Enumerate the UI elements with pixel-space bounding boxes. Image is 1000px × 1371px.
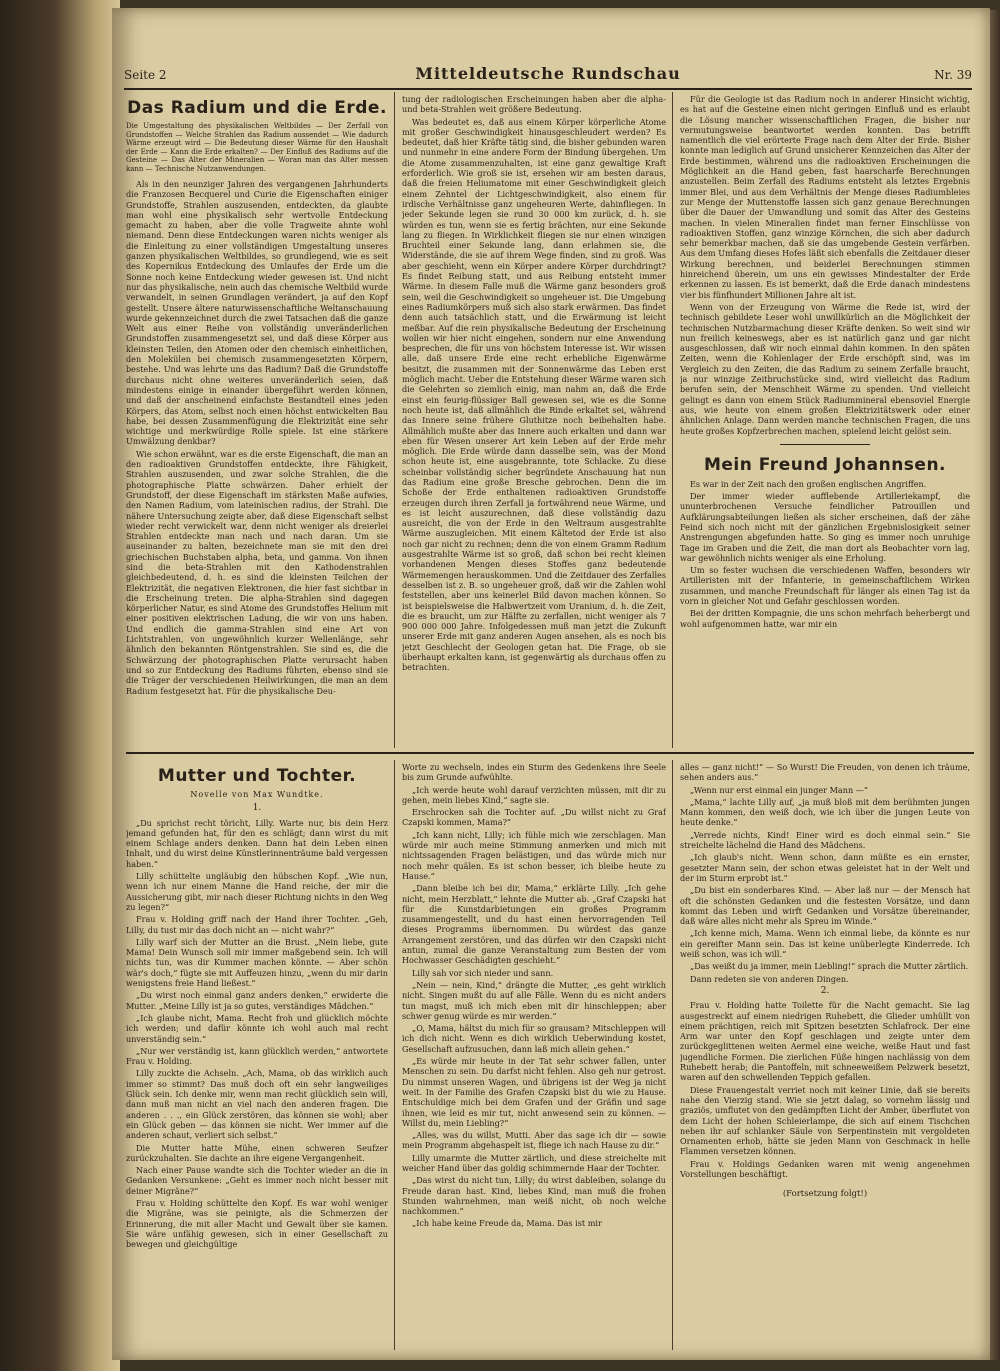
novel-paragraph: „Es würde mir heute in der Tat sehr schwer fallen, unter Menschen zu sein. Du darfst nicht fehlen. Also geh nur getrost. Du nimmst unseren Wagen, und übrigens ist der Weg ja nicht weit. In der Familie des Grafen Czapski bist du wie zu Hause. Entschuldige mich bei dem Grafen und der Gräfin und sage ihnen, wie leid es mir tut, nicht anwesend sein zu können. — Willst du, mein Liebling?“ [402,1056,666,1128]
radium-column-2 [402,94,666,744]
novel-paragraph: Nach einer Pause wandte sich die Tochter wieder an die in Gedanken Versunkene: „Geht es immer noch nicht besser mit deiner Migräne?“ [126,1165,388,1196]
novel-paragraph: Erschrocken sah die Tochter auf. „Du willst nicht zu Graf Czapski kommen, Mama?“ [402,807,666,828]
novel-title: Mutter und Tochter. [157,766,357,786]
continuation-note: (Fortsetzung folgt!) [782,1189,868,1200]
novel-paragraph: Frau v. Holding hatte Toilette für die Nacht gemacht. Sie lag ausgestreckt auf einem niedrigen Ruhebett, die Glieder umhüllt von einem prächtigen, reich mit Spitzen besetzten Schlafrock. Der eine Arm war unter den Kopf geschlagen und zeigte unter dem zurückgeglittenen weiten Aermel eine weiche, weiße Haut und fast jugendliche Formen. Die zierlichen Füße hingen nachlässig von dem Ruhebett herab; die Pantoffeln, mit schneeweißem Pelzwerk besetzt, waren auf den schwellenden Teppich gefallen. [680,1000,970,1083]
radium-paragraph: Wenn von der Erzeugung von Wärme die Rede ist, wird der technisch gebildete Leser wohl unwillkürlich an die Möglichkeit der technischen Nutzbarmachung dieser Kräfte denken. So weit sind wir nun freilich keineswegs, aber es ist natürlich ganz und gar nicht ausgeschlossen, daß wir noch einmal dahin kommen. In den späten Zeiten, wenn die Kohlenlager der Erde erschöpft sind, was im Vergleich zu den Zeiten, die das Radium zu seinem Zerfalle braucht, ja nur winzige Zeitbruchstücke sind, wird vielleicht das Radium berufen sein, der Menschheit Wärme zu spenden. Und vielleicht gelingt es dann von einem Stück Radiummineral ebensoviel Energie aus, wie heute von einem großen Elektrizitätswerk oder einer ähnlichen Anlage. Dann werden manche technischen Fragen, die uns heute großes Kopfzerbrechen machen, spielend leicht gelöst sein. [680,301,970,436]
chapter-number: 1. [252,803,262,814]
page-number: Seite 2 [124,68,167,82]
novel-column-2 [402,762,666,1348]
johannsen-title: Mein Freund Johannsen. [703,454,947,475]
novel-paragraph: Die Mutter hatte Mühe, einen schweren Seufzer zurückzuhalten. Sie dachte an ihre eigene Vergangenheit. [126,1142,388,1163]
novel-paragraph: „O, Mama, hältst du mich für so grausam? Mitschleppen will ich dich nicht. Wenn es dich wirklich Ueberwindung kostet, Gesellschaft aufzusuchen, dann laß mich allein gehen.“ [402,1023,666,1054]
section-divider [126,752,974,754]
radium-subtitle: Die Umgestaltung des physikalischen Weltbildes — Der Zerfall von Grundstoffen — Welche Strahlen das Radium aussendet — Wie dadurch Wärme erzeugt wird — Die Bedeutung dieser Wärme für den Haushalt der Erde — Kann die Erde erkalten? — Der Einfluß des Radiums auf die Gesteine — Das Alter der Mineralien — Woran man das Alter messen kann — Technische Nutzanwendungen. [126,122,388,173]
radium-title: Das Radium und die Erde. [127,98,387,118]
novel-paragraph: „Nein — nein, Kind,“ drängte die Mutter, „es geht wirklich nicht. Singen mußt du auf alle Fälle. Wenn du es nicht anders tun magst, muß ich mich eben mit dir hinschleppen; aber schwer genug würde es mir werden.“ [402,979,666,1021]
novel-paragraph: „Nur wer verständig ist, kann glücklich werden,“ antwortete Frau v. Holding. [126,1045,388,1067]
novel-paragraph: „Du sprichst recht töricht, Lilly. Warte nur, bis dein Herz jemand gefunden hat, für den es schlägt; dann wirst du mit einem Schlage anders denken. Dann hat dein Leben einen Inhalt, und du wirst deine Künstlerinnenträume bald vergessen haben.“ [126,817,388,869]
novel-paragraph: „Das wirst du nicht tun, Lilly; du wirst dableiben, solange du Freude daran hast. Kind, liebes Kind, man muß die frohen Stunden wahrnehmen, man weiß nicht, ob noch welche nachkommen.“ [402,1175,666,1217]
chapter-number: 2. [820,985,830,996]
radium-column-1 [126,94,388,744]
novel-paragraph: „Ich kann nicht, Lilly; ich fühle mich wie zerschlagen. Man würde mir auch meine Stimmung anmerken und mich mit nichtssagenden Fragen belästigen, und das würde mich nur noch mehr quälen. Es ist schon besser, ich bleibe heute zu Hause.“ [402,829,666,881]
novel-paragraph: Lilly zuckte die Achseln. „Ach, Mama, ob das wirklich auch immer so stimmt? Das muß doch oft ein sehr langweiliges Glück sein. Ich denke mir, wenn man recht glücklich sein will, dann muß man nicht an viel nach den anderen fragen. Die anderen . . ., ein Glück zerstören, das können sie wohl; aber ein Glück geben — das können sie nicht. Wer immer auf die anderen schaut, verliert sich selbst.“ [126,1068,388,1141]
novel-paragraph: „Alles, was du willst, Mutti. Aber das sage ich dir — sowie mein Programm abgehaspelt ist, fliege ich nach Hause zu dir.“ [402,1130,666,1151]
column-divider [394,92,395,748]
novel-paragraph: „Wenn nur erst einmal ein junger Mann —“ [690,784,868,795]
novel-byline: Novelle von Max Wundtke. [190,790,324,799]
novel-paragraph: Frau v. Holdings Gedanken waren mit wenig angenehmen Vorstellungen beschäftigt. [680,1158,970,1179]
novel-paragraph: Diese Frauengestalt verriet noch mit keiner Linie, daß sie bereits nahe den Vierzig stand. Wie sie jetzt dalag, so vornehm lässig und graziös, umflutet von den gedämpften Licht der Amber, überflutet von dem Licht der hohen Schleierlampe, die sich auf einem Tischchen neben ihr auf schlanker Säule von Serpentinstein mit vergoldeten Ornamenten erhob, hätte sie jeden Mann von Geschmack in helle Flammen versetzen können. [680,1084,970,1157]
column-divider [672,92,673,748]
novel-paragraph: „Ich glaub's nicht. Wenn schon, dann müßte es ein ernster, gesetzter Mann sein, der schon etwas geleistet hat in der Welt und der im Sturm erprobt ist.“ [680,852,970,883]
novel-paragraph: Lilly sah vor sich nieder und sann. [412,967,554,978]
novel-paragraph: „Dann bleibe ich bei dir, Mama,“ erklärte Lilly. „Ich gehe nicht, mein Herzblatt,“ lehnte die Mutter ab. „Graf Czapski hat für die Kunstdarbietungen ein großes Programm zusammengestellt, und du hast einen hervorragenden Teil dieses Programms übernommen. Du würdest das ganze Arrangement zerstören, und das dürfen wir den Czapski nicht antun, zumal die ganze Veranstaltung zum Besten der vom Hochwasser Geschädigten geschieht.“ [402,883,666,966]
radium-paragraph: Was bedeutet es, daß aus einem Körper körperliche Atome mit großer Geschwindigkeit hinausgeschleudert werden? Es bedeutet, daß hier Kräfte tätig sind, die bisher gebunden waren und nunmehr in eine andere Form der Bindung übergehen. Um die Atome zusammenzuhalten, ist eine ganz gewaltige Kraft erforderlich. Wie groß sie ist, ersehen wir am besten daraus, daß die freien Heliumatome mit einer Geschwindigkeit gleich einem Zehntel der Lichtgeschwindigkeit, also einem für irdische Verhältnisse ganz ungeheuren Werte, dahinfliegen. In jeder Sekunde legen sie rund 30 000 km zurück, d. h. sie würden es tun, wenn sie es fertig brächten, nur eine Sekunde lang zu fliegen. In Wirklichkeit fliegen sie nur einen winzigen Bruchteil einer Sekunde lang, dann erlahmen sie, die Widerstände, die sie auf ihrem Wege finden, sind zu groß. Was aber geschieht, wenn ein Körper andere Körper durchdringt? Es findet Reibung statt, und aus Reibung entsteht immer Wärme. In diesem Falle muß die Wärme ganz besonders groß sein, weil die Geschwindigkeit so ungeheuer ist. Die Umgebung eines Radiumkörpers muß sich also stark erwärmen. Das findet denn auch tatsächlich statt, und die Erwärmung ist leicht meßbar. Auf die rein physikalische Bedeutung der Erscheinung wollen wir hier nicht eingehen, sondern nur eine Anwendung besprechen, die für uns von höchstem Interesse ist. Wir wissen alle, daß unsere Erde eine recht erhebliche Eigenwärme besitzt, die zusammen mit der Sonnenwärme das Leben erst möglich macht. Ueber die Entstehung dieser Wärme waren sich die Gelehrten so ziemlich einig, man nahm an, daß die Erde einst ein feurig-flüssiger Ball gewesen sei, wie es die Sonne noch heute ist, daß allmählich die Rinde erkaltet sei, während das Innere seine frühere Gluthitze noch beibehalten habe. Allmählich mußte aber das Innere auch erkalten und dann war eben für Wesen unserer Art kein Leben auf der Erde mehr möglich. Die Erde würde dann dasselbe sein, was der Mond schon heute ist, eine ausgebrannte, tote Schlacke. Zu diese scheinbar vollständig sicher begründete Anschauung hat nun das Radium eine große Bresche gebrochen. Denn die im Schoße der Erde enthaltenen radioaktiven Grundstoffe erzeugen durch ihren Zerfall ja fortwährend neue Wärme, und es ist leicht auszurechnen, daß diese vollständig dazu ausreicht, die von der Erde in den Weltraum ausgestrahlte Wärme auszugleichen. Mit einem Kältetod der Erde ist also noch gar nicht zu rechnen; denn die von einem Gramm Radium ausgestrahlte Wärme ist so groß, daß schon bei recht kleinen vorhandenen Mengen dieses Stoffes ganz bedeutende Wärmemengen herauskommen. Und die Zeitdauer des Zerfalles desselben ist z. B. so ungeheuer groß, daß wir die Zahlen wohl feststellen, aber uns keinerlei Bild davon machen können. So ist beispielsweise die Halbwertzeit vom Uranium, d. h. die Zeit, die es braucht, um zur Hälfte zu zerfallen, nicht weniger als 7 900 000 000 Jahre. Infolgedessen muß man jetzt die Zukunft unserer Erde mit ganz anderen Augen ansehen, als es noch bis jetzt Geschlecht der Geologen getan hat. Die Frage, ob sie überhaupt erkalten kann, ist gegenwärtig als durchaus offen zu betrachten. [402,116,666,673]
johannsen-paragraph: Es war in der Zeit nach den großen englischen Angriffen. [690,478,927,489]
book-binding [0,0,120,1371]
newspaper-page [112,8,990,1360]
radium-paragraph: Für die Geologie ist das Radium noch in anderer Hinsicht wichtig, es hat auf die Gesteine einen nicht geringen Einfluß und es erlaubt die Lösung mancher wissenschaftlichen Fragen, die bisher nur vermutungsweise beantwortet werden konnten. Das betrifft namentlich die viel erörterte Frage nach dem Alter der Erde. Bisher konnte man lediglich auf Grund unsicherer Kennzeichen das Alter der Erde bestimmen, während uns die radioaktiven Erscheinungen die Möglichkeit an die Hand geben, fast haarscharfe Berechnungen anzustellen. Beim Zerfall des Radiums entsteht als letztes Ergebnis immer Blei, und aus dem Verhältnis der Menge dieses Radiumbleies zur Menge der Muttenstoffe lassen sich ganz genaue Berechnungen über die Dauer der Umwandlung und somit das Alter des Gesteins machen. In vielen Mineralien findet man ferner Einschlüsse von radioaktiven Stoffen, ganz winzige Körnchen, die sich aber dadurch sehr bemerkbar machen, daß sie das umgebende Gestein verfärben. Aus dem Umfang dieses Hofes läßt sich ebenfalls die Zeitdauer dieser Wirkung berechnen, und beiderlei Berechnungen stimmen hinreichend überein, um uns ein gewisses Mindestalter der Erde erkennen zu lassen. Es ist bemerkt, daß die Erde danach mindestens vier bis fünfhundert Millionen Jahre alt ist. [680,94,970,300]
column-divider [672,760,673,1350]
novel-paragraph: alles — ganz nicht!“ — So Wurst! Die Freuden, von denen ich träume, sehen anders aus.“ [680,762,970,783]
novel-column-3 [680,762,970,1348]
column-divider [394,760,395,1350]
novel-paragraph: „Ich glaube nicht, Mama. Recht froh und glücklich möchte ich werden; und dafür könnte ich wohl auch mal recht unverständig sein.“ [126,1012,388,1044]
novel-paragraph: Frau v. Holding griff nach der Hand ihrer Tochter. „Geh, Lilly, du tust mir das doch nicht an — nicht wahr?“ [126,914,388,935]
novel-paragraph: „Verrede nichts, Kind! Einer wird es doch einmal sein.“ Sie streichelte lächelnd die Hand des Mädchens. [680,829,970,851]
radium-paragraph: Wie schon erwähnt, war es die erste Eigenschaft, die man an den radioaktiven Grundstoffen entdeckte, ihre Fähigkeit, Strahlen auszusenden, und zwar solche Strahlen, die die photographische Platte schwärzen. Daher erhielt der Grundstoff, der diese Eigenschaft im stärksten Maße aufwies, den Namen Radium, vom lateinischen radius, der Strahl. Die nähere Untersuchung zeigte aber, daß diese Eigenschaft selbst wieder recht verwickelt war, denn nicht weniger als dreierlei Strahlen entdeckte man nach und nach daran. Um sie auseinander zu halten, bezeichnete man sie mit den drei griechischen Buchstaben alpha, beta, und gamma. Von ihnen sind die beta-Strahlen mit den Kathodenstrahlen gleichbedeutend, d. h. es sind die kleinsten Teilchen der Elektrizität, die negativen Elektronen, die hier fast sichtbar in die Erscheinung treten. Die alpha-Strahlen sind dagegen körperlicher Natur, es sind Atome des Grundstoffes Helium mit einer positiven elektrischen Ladung, die wir von uns haben. Und endlich die gamma-Strahlen sind eine Art von Lichtstrahlen, von ungewöhnlich kurzer Wellenlänge, sehr ähnlich den bekannten Röntgenstrahlen. Sie sind es, die die Schwärzung der photographischen Platte verursacht haben und so zur Entdeckung des Radiums führten, ebenso sind sie die Träger der verschiedenen Heilwirkungen, die man an dem Radium festgesetzt hat. Für die physikalische Deu- [126,448,388,696]
page-header [124,62,972,90]
right-column-top [680,94,970,744]
johannsen-paragraph: Bei der dritten Kompagnie, die uns schon mehrfach beherbergt und wohl aufgenommen hatte, war mir ein [680,608,970,629]
article-separator [780,444,870,445]
issue-number: Nr. 39 [934,68,972,82]
novel-paragraph: „Du wirst noch einmal ganz anders denken,“ erwiderte die Mutter. „Meine Lilly ist ja so gutes, verständiges Mädchen.“ [126,990,388,1011]
novel-paragraph: „Ich werde heute wohl darauf verzichten müssen, mit dir zu gehen, mein liebes Kind,“ sagte sie. [402,784,666,805]
novel-column-1 [126,762,388,1348]
novel-paragraph: Lilly schüttelte ungläubig den hübschen Kopf. „Wie nun, wenn ich nur einem Manne die Hand reiche, der mir die Aussicherung gibt, mir nach dieser Richtung nichts in den Weg zu legen?“ [126,871,388,912]
novel-paragraph: „Das weißt du ja immer, mein Liebling!“ sprach die Mutter zärtlich. [690,961,969,972]
novel-paragraph: Worte zu wechseln, indes ein Sturm des Gedenkens ihre Seele bis zum Grunde aufwühlte. [402,762,666,783]
novel-paragraph: „Du bist ein sonderbares Kind. — Aber laß nur — der Mensch hat oft die schönsten Gedanken und die festesten Vorsätze, und dann kommt das Leben und wirft Gedanken und Vorsätze übereinander, daß wäre alles nicht mehr als Spreu im Winde.“ [680,885,970,927]
novel-paragraph: „Ich habe keine Freude da, Mama. Das ist mir [412,1218,602,1229]
newspaper-name: Mitteldeutsche Rundschau [415,64,681,83]
novel-paragraph: „Ich kenne mich, Mama. Wenn ich einmal liebe, da könnte es nur ein gereifter Mann sein. Das ist keine unüberlegte Kinderrede. Ich weiß schon, was ich will.“ [680,928,970,960]
novel-paragraph: Lilly umarmte die Mutter zärtlich, und diese streichelte mit weicher Hand über das goldig schimmernde Haar der Tochter. [402,1152,666,1173]
johannsen-paragraph: Um so fester wuchsen die verschiedenen Waffen, besonders wir Artilleristen mit der Infanterie, in gemeinschaftlichem Wirken zusammen, und manche Freundschaft für länger als einen Tag ist da vorn in gleicher Not und Gefahr geschlossen worden. [680,565,970,607]
novel-paragraph: „Mama,“ lachte Lilly auf, „ja muß bloß mit dem berühmten jungen Mann kommen, den weiß doch, wie ich über die jungen Leute von heute denke.“ [680,796,970,828]
radium-paragraph: tung der radiologischen Erscheinungen haben aber die alpha- und beta-Strahlen weit größere Bedeutung. [402,94,666,115]
novel-paragraph: Frau v. Holding schüttelte den Kopf. Es war wohl weniger die Migräne, was sie peinigte, als die Schmerzen der Erinnerung, die mit aller Macht und Gewalt über sie kamen. Sie wäre unfähig gewesen, sich in einer Gesellschaft zu bewegen und gleichgültige [126,1197,388,1250]
radium-paragraph: Als in den neunziger Jahren des vergangenen Jahrhunderts die Franzosen Becquerel und Curie die Eigenschaften einiger Grundstoffe, Strahlen auszusenden, entdeckten, da glaubte man wohl eine physikalisch sehr wertvolle Entdeckung gemacht zu haben, aber die volle Tragweite ahnte wohl niemand. Denn diese Entdeckungen waren nichts weniger als die Einleitung zu einer vollständigen Umgestaltung unseres ganzen physikalischen Weltbildes, so grundlegend, wie es seit des Kopernikus Entdeckung des Umlaufes der Erde um die Sonne noch keine Entdeckung wieder gewesen ist. Und nicht nur das physikalische, nein auch das chemische Weltbild wurde verwandelt, in seinen Grundlagen verändert, ja auf den Kopf gestellt. Unsere ältere naturwissenschaftliche Weltanschauung wurde gekennzeichnet durch die zwei Tatsachen daß die ganze Welt aus einer Reihe von vollständig unveränderlichen Grundstoffen zusammengesetzt sei, und daß diese Körper aus kleinsten Teilen, den Atomen oder den chemisch einheitlichen, den Molekülen bei chemisch zusammengesetzten Körpern, bestehe. Und was lehrte uns das Radium? Daß die Grundstoffe durchaus nicht ohne weiteres unveränderlich seien, daß mindestens einige in einander übergeführt werden können, und daß der anscheinend einfachste Bestandteil eines jeden Körpers, das Atom, selbst noch einen höchst entwickelten Bau habe, bei dessen Zusammenfügung die Elektrizität eine sehr wichtige und merkwürdige Rolle spiele. Ist eine stärkere Umwälzung denkbar? [126,179,388,447]
johannsen-paragraph: Der immer wieder aufflebende Artilleriekampf, die ununterbrochenen Versuche feindlicher Patrouillen und Aufklärungsabteilungen ließen als sicher erscheinen, daß der zähe Feind sich noch nicht mit der gänzlichen Ergebnislosigkeit seiner Anstrengungen abgefunden hatte. So ging es immer noch unruhige Tage im Graben und die Zeit, die man dort als Beobachter vorn lag, war gewöhnlich nichts weniger als eine Erholung. [680,491,970,563]
novel-paragraph: Lilly warf sich der Mutter an die Brust. „Nein liebe, gute Mama! Dein Wunsch soll mir immer maßgebend sein. Ich will nichts tun, was dir Kummer machen könnte. — Aber schön wär's doch,“ fügte sie mit Auffeuzen hinzu, „wenn du mir darin wenigstens freie Hand ließest.“ [126,936,388,989]
novel-paragraph: Dann redeten sie von anderen Dingen. [690,973,849,984]
